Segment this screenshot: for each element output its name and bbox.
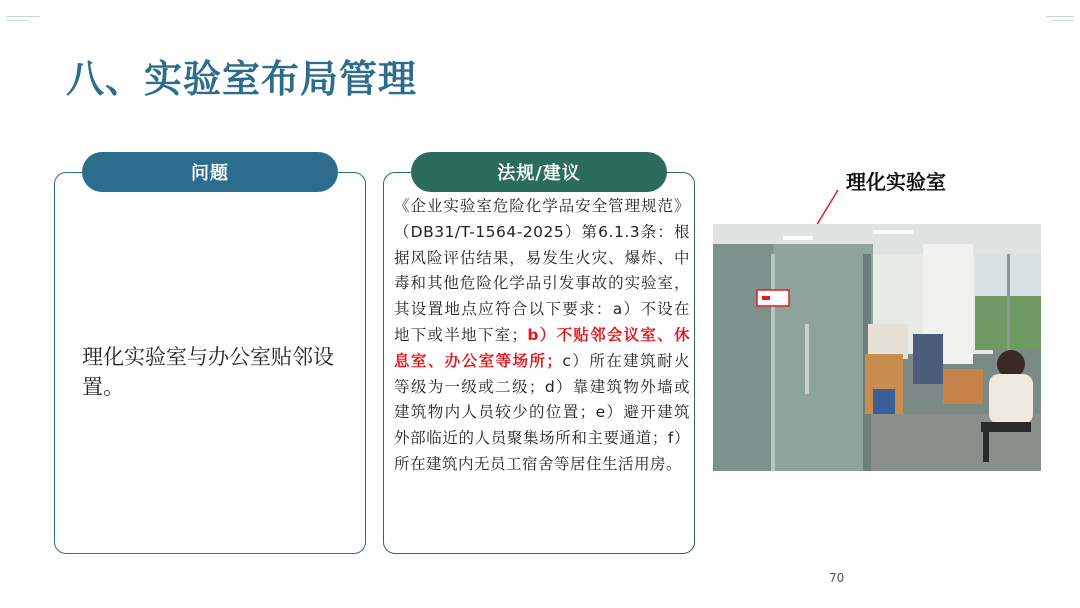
lab-photo: [713, 224, 1041, 471]
regulation-text-part: c）所在建筑耐火等级为一级或二级；d）靠建筑物外墙或建筑物内人员较少的位置；e）避开建筑外部临近的人员聚集场所和主要通道；f）所在建筑内无员工宿舍等居住生活用房。: [394, 351, 690, 473]
issue-text: 理化实验室与办公室贴邻设置。: [82, 345, 334, 399]
regulation-highlight: b）不贴邻会议室、休息室、办公室等场所；: [394, 325, 690, 370]
lab-photo-drawing: [713, 224, 1041, 471]
issue-header: 问题: [82, 152, 338, 192]
regulation-text-part: 《企业实验室危险化学品安全管理规范》（DB31/T-1564-2025）第6.1.3条：根据风险评估结果，易发生火灾、爆炸、中毒和其他危险化学品引发事故的实验室，其设置地点应符合以下要求：a）不设在地下或半地下室；: [394, 197, 690, 344]
sign-marker: [757, 290, 789, 306]
slide-title: 八、实验室布局管理: [66, 57, 418, 101]
regulation-text: [394, 194, 690, 478]
page-number: 70: [829, 571, 845, 585]
corner-line-top-left: [6, 16, 40, 17]
photo-label: 理化实验室: [846, 170, 946, 194]
regulation-header: 法规/建议: [411, 152, 667, 192]
corner-line-top-right: [1046, 16, 1074, 17]
corner-line-top-right: [1052, 20, 1074, 21]
corner-line-top-left: [6, 20, 28, 21]
